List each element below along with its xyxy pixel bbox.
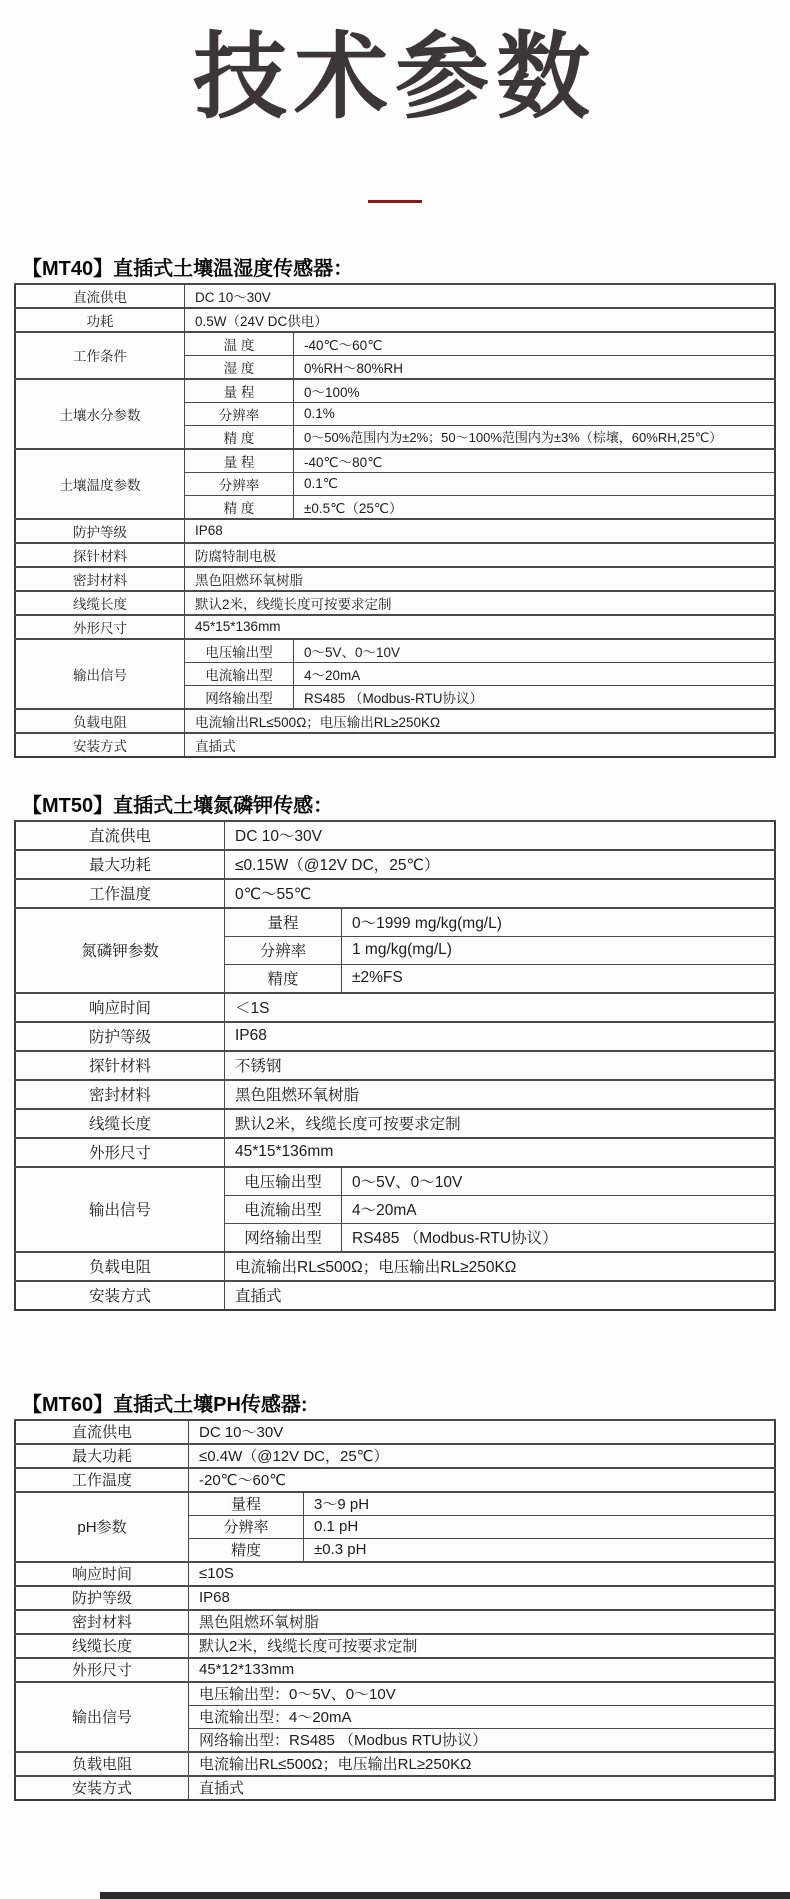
param-label-cell: 外形尺寸 <box>15 1658 189 1682</box>
value-cell: 3～9 pH <box>304 1492 776 1516</box>
spec-row <box>15 1776 775 1800</box>
value-cell: 不锈钢 <box>225 1051 776 1080</box>
value-cell: 直插式 <box>185 733 776 757</box>
value-cell: 0～5V、0～10V <box>342 1167 776 1196</box>
spec-table-mt60 <box>14 1419 776 1801</box>
param-label-cell: 安装方式 <box>15 1776 189 1800</box>
spec-row <box>15 709 775 733</box>
param-label-cell: 负载电阻 <box>15 1252 225 1281</box>
spec-row <box>15 1468 775 1492</box>
param-label-cell: 防护等级 <box>15 1022 225 1051</box>
value-cell: RS485 （Modbus-RTU协议） <box>294 685 776 709</box>
section-heading-mt40: 【MT40】直插式土壤温湿度传感器： <box>22 257 354 280</box>
sub-param-cell: 网络输出型 <box>185 685 294 709</box>
value-cell: 45*12*133mm <box>189 1658 776 1682</box>
param-label-cell: 工作条件 <box>15 332 185 379</box>
param-label-cell: 直流供电 <box>15 1420 189 1444</box>
spec-row <box>15 1109 775 1138</box>
value-cell: 电流输出RL≤500Ω；电压输出RL≥250KΩ <box>185 709 776 733</box>
value-cell: 电流输出RL≤500Ω；电压输出RL≥250KΩ <box>225 1252 776 1281</box>
value-cell: DC 10～30V <box>225 821 776 850</box>
value-cell: ≤0.4W（@12V DC，25℃） <box>189 1444 776 1468</box>
spec-row <box>15 1080 775 1109</box>
spec-row <box>15 1682 775 1706</box>
spec-row <box>15 332 775 356</box>
spec-row <box>15 1586 775 1610</box>
value-cell: 默认2米，线缆长度可按要求定制 <box>225 1109 776 1138</box>
param-label-cell: 外形尺寸 <box>15 615 185 639</box>
value-cell: 默认2米，线缆长度可按要求定制 <box>185 591 776 615</box>
param-label-cell: pH参数 <box>15 1492 189 1562</box>
param-label-cell: 响应时间 <box>15 993 225 1022</box>
value-cell: 45*15*136mm <box>185 615 776 639</box>
sub-param-cell: 量 程 <box>185 379 294 403</box>
value-cell: 45*15*136mm <box>225 1138 776 1167</box>
param-label-cell: 线缆长度 <box>15 591 185 615</box>
param-label-cell: 土壤温度参数 <box>15 449 185 519</box>
sub-param-cell: 分辨率 <box>225 936 342 964</box>
spec-row <box>15 850 775 879</box>
spec-row <box>15 993 775 1022</box>
value-cell: 默认2米，线缆长度可按要求定制 <box>189 1634 776 1658</box>
value-cell: 0.5W（24V DC供电） <box>185 308 776 332</box>
param-label-cell: 密封材料 <box>15 1080 225 1109</box>
param-label-cell: 防护等级 <box>15 519 185 543</box>
value-cell: 电流输出RL≤500Ω；电压输出RL≥250KΩ <box>189 1752 776 1776</box>
value-cell: 4～20mA <box>294 662 776 685</box>
param-label-cell: 最大功耗 <box>15 1444 189 1468</box>
param-label-cell: 安装方式 <box>15 733 185 757</box>
param-label-cell: 功耗 <box>15 308 185 332</box>
value-cell: 0～5V、0～10V <box>294 639 776 663</box>
spec-row <box>15 1252 775 1281</box>
spec-row <box>15 1138 775 1167</box>
sub-param-cell: 电流输出型 <box>225 1195 342 1223</box>
sub-param-cell: 精 度 <box>185 495 294 519</box>
value-cell: 0～100% <box>294 379 776 403</box>
title-underline <box>368 200 422 203</box>
param-label-cell: 输出信号 <box>15 1682 189 1752</box>
value-cell: 直插式 <box>189 1776 776 1800</box>
value-cell: 1 mg/kg(mg/L) <box>342 936 776 964</box>
param-label-cell: 线缆长度 <box>15 1109 225 1138</box>
value-cell: DC 10～30V <box>189 1420 776 1444</box>
value-cell: 0～50%范围内为±2%；50～100%范围内为±3%（棕壤，60%RH,25℃） <box>294 425 776 449</box>
value-cell: ≤0.15W（@12V DC，25℃） <box>225 850 776 879</box>
value-cell: 黑色阻燃环氧树脂 <box>189 1610 776 1634</box>
value-cell: ±2%FS <box>342 964 776 993</box>
spec-row <box>15 1492 775 1516</box>
spec-row <box>15 1562 775 1586</box>
value-cell: 4～20mA <box>342 1195 776 1223</box>
spec-row <box>15 733 775 757</box>
spec-row <box>15 1420 775 1444</box>
spec-row <box>15 821 775 850</box>
param-label-cell: 防护等级 <box>15 1586 189 1610</box>
spec-row <box>15 567 775 591</box>
param-label-cell: 氮磷钾参数 <box>15 908 225 993</box>
spec-row <box>15 1610 775 1634</box>
param-label-cell: 探针材料 <box>15 1051 225 1080</box>
sub-param-cell: 分辨率 <box>185 472 294 495</box>
spec-table-mt40 <box>14 283 776 758</box>
spec-row <box>15 1167 775 1196</box>
value-cell: 电压输出型：0～5V、0～10V <box>189 1682 776 1706</box>
spec-row <box>15 615 775 639</box>
spec-row <box>15 639 775 663</box>
param-label-cell: 响应时间 <box>15 1562 189 1586</box>
sub-param-cell: 量 程 <box>185 449 294 473</box>
sub-param-cell: 精 度 <box>185 425 294 449</box>
spec-row <box>15 879 775 908</box>
param-label-cell: 最大功耗 <box>15 850 225 879</box>
spec-row <box>15 1634 775 1658</box>
value-cell: 0.1 pH <box>304 1515 776 1538</box>
sub-param-cell: 分辨率 <box>185 402 294 425</box>
value-cell: IP68 <box>189 1586 776 1610</box>
spec-row <box>15 543 775 567</box>
value-cell: ±0.3 pH <box>304 1538 776 1562</box>
sub-param-cell: 电压输出型 <box>225 1167 342 1196</box>
value-cell: 网络输出型：RS485 （Modbus RTU协议） <box>189 1728 776 1752</box>
value-cell: IP68 <box>225 1022 776 1051</box>
page-title: 技术参数 <box>192 24 597 129</box>
value-cell: 0%RH～80%RH <box>294 355 776 379</box>
value-cell: 黑色阻燃环氧树脂 <box>185 567 776 591</box>
value-cell: RS485 （Modbus-RTU协议） <box>342 1223 776 1252</box>
param-label-cell: 土壤水分参数 <box>15 379 185 449</box>
value-cell: -40℃～60℃ <box>294 332 776 356</box>
spec-row <box>15 1022 775 1051</box>
sub-param-cell: 湿 度 <box>185 355 294 379</box>
sub-param-cell: 量程 <box>225 908 342 937</box>
value-cell: -40℃～80℃ <box>294 449 776 473</box>
value-cell: ≤10S <box>189 1562 776 1586</box>
param-label-cell: 探针材料 <box>15 543 185 567</box>
spec-row <box>15 308 775 332</box>
param-label-cell: 负载电阻 <box>15 1752 189 1776</box>
value-cell: 0.1% <box>294 402 776 425</box>
value-cell: 电流输出型：4～20mA <box>189 1705 776 1728</box>
sub-param-cell: 电流输出型 <box>185 662 294 685</box>
value-cell: 黑色阻燃环氧树脂 <box>225 1080 776 1109</box>
param-label-cell: 密封材料 <box>15 567 185 591</box>
spec-table-mt50 <box>14 820 776 1311</box>
bottom-bar <box>100 1892 790 1899</box>
value-cell: 0.1℃ <box>294 472 776 495</box>
value-cell: 防腐特制电极 <box>185 543 776 567</box>
param-label-cell: 外形尺寸 <box>15 1138 225 1167</box>
spec-row <box>15 1658 775 1682</box>
value-cell: ±0.5℃（25℃） <box>294 495 776 519</box>
sub-param-cell: 网络输出型 <box>225 1223 342 1252</box>
spec-row <box>15 908 775 937</box>
param-label-cell: 工作温度 <box>15 879 225 908</box>
value-cell: ＜1S <box>225 993 776 1022</box>
value-cell: 0～1999 mg/kg(mg/L) <box>342 908 776 937</box>
sub-param-cell: 量程 <box>189 1492 304 1516</box>
spec-row <box>15 379 775 403</box>
param-label-cell: 安装方式 <box>15 1281 225 1310</box>
param-label-cell: 直流供电 <box>15 284 185 308</box>
param-label-cell: 直流供电 <box>15 821 225 850</box>
sub-param-cell: 电压输出型 <box>185 639 294 663</box>
param-label-cell: 密封材料 <box>15 1610 189 1634</box>
sub-param-cell: 分辨率 <box>189 1515 304 1538</box>
value-cell: -20℃～60℃ <box>189 1468 776 1492</box>
sub-param-cell: 精度 <box>189 1538 304 1562</box>
spec-row <box>15 1444 775 1468</box>
section-heading-mt60: 【MT60】直插式土壤PH传感器: <box>22 1393 308 1416</box>
spec-row <box>15 519 775 543</box>
param-label-cell: 工作温度 <box>15 1468 189 1492</box>
spec-row <box>15 591 775 615</box>
param-label-cell: 线缆长度 <box>15 1634 189 1658</box>
value-cell: DC 10～30V <box>185 284 776 308</box>
param-label-cell: 输出信号 <box>15 1167 225 1252</box>
spec-row <box>15 1051 775 1080</box>
spec-row <box>15 449 775 473</box>
value-cell: 直插式 <box>225 1281 776 1310</box>
param-label-cell: 负载电阻 <box>15 709 185 733</box>
sub-param-cell: 精度 <box>225 964 342 993</box>
spec-row <box>15 1752 775 1776</box>
value-cell: 0℃～55℃ <box>225 879 776 908</box>
value-cell: IP68 <box>185 519 776 543</box>
spec-row <box>15 1281 775 1310</box>
section-heading-mt50: 【MT50】直插式土壤氮磷钾传感： <box>22 794 334 817</box>
spec-row <box>15 284 775 308</box>
sub-param-cell: 温 度 <box>185 332 294 356</box>
param-label-cell: 输出信号 <box>15 639 185 709</box>
